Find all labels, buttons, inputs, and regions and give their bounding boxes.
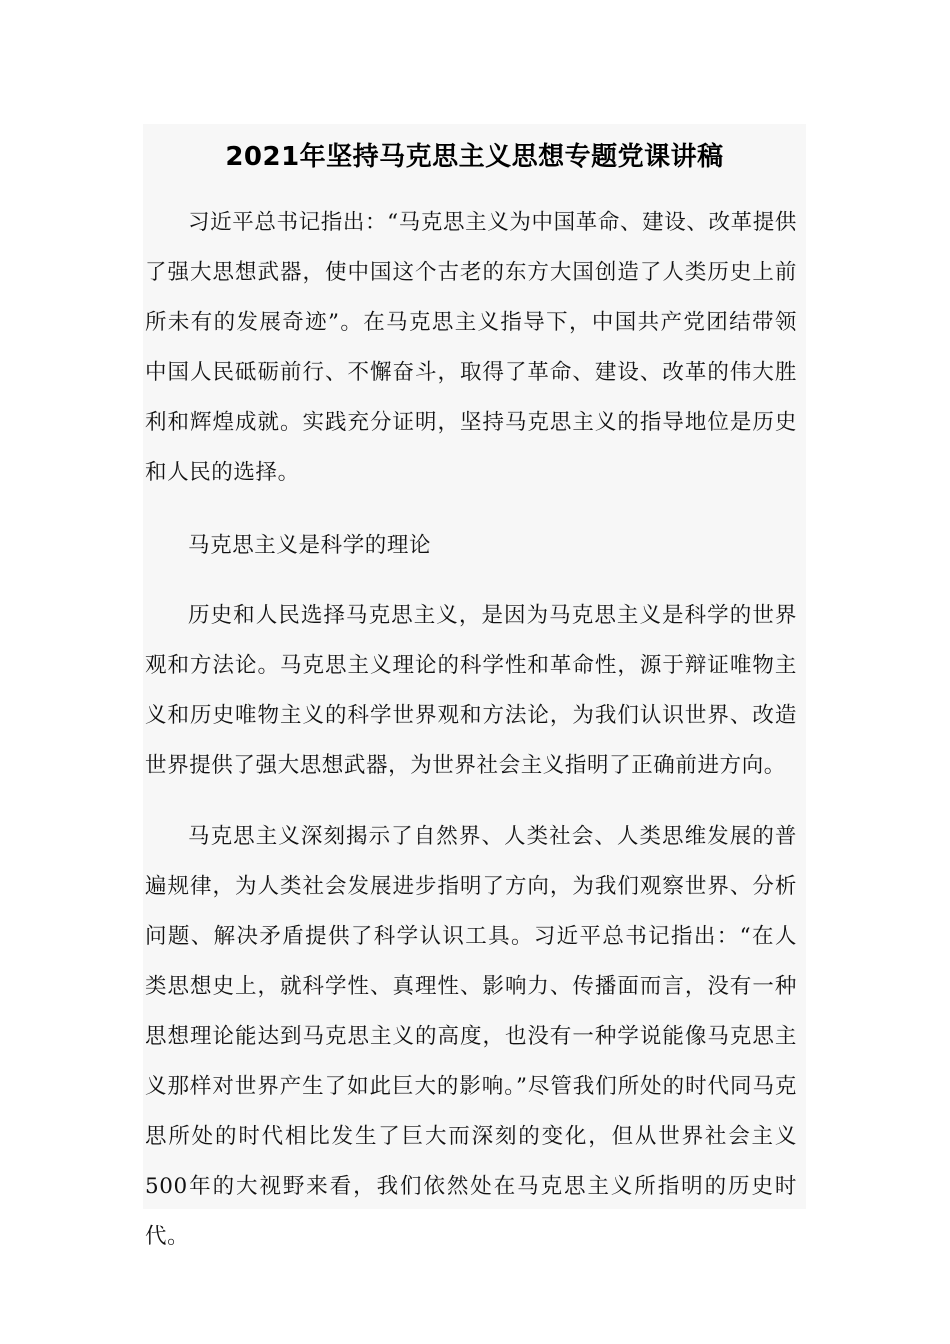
document-page — [143, 124, 806, 1249]
document-title: 2021年坚持马克思主义思想专题党课讲稿 — [225, 142, 724, 172]
section-heading: 马克思主义是科学的理论 — [188, 533, 432, 558]
paragraph-science: 历史和人民选择马克思主义，是因为马克思主义是科学的世界观和方法论。马克思主义理论的科学性和革命性，源于辩证唯物主义和历史唯物主义的科学世界观和方法论，为我们认识世界、改造世界提供了强大思想武器，为世界社会主义指明了正确前进方向。 — [145, 603, 797, 778]
paragraph-intro: 习近平总书记指出：“马克思主义为中国革命、建设、改革提供了强大思想武器，使中国这个古老的东方大国创造了人类历史上前所未有的发展奇迹”。在马克思主义指导下，中国共产党团结带领中国人民砥砺前行、不懈奋斗，取得了革命、建设、改革的伟大胜利和辉煌成就。实践充分证明，坚持马克思主义的指导地位是历史和人民的选择。 — [145, 210, 797, 485]
paragraph-laws: 马克思主义深刻揭示了自然界、人类社会、人类思维发展的普遍规律，为人类社会发展进步指明了方向，为我们观察世界、分析问题、解决矛盾提供了科学认识工具。习近平总书记指出：“在人类思想史上，就科学性、真理性、影响力、传播面而言，没有一种思想理论能达到马克思主义的高度，也没有一种学说能像马克思主义那样对世界产生了如此巨大的影响。”尽管我们所处的时代同马克思所处的时代相比发生了巨大而深刻的变化，但从世界社会主义500年的大视野来看，我们依然处在马克思主义所指明的历史时代。 — [145, 824, 797, 1249]
